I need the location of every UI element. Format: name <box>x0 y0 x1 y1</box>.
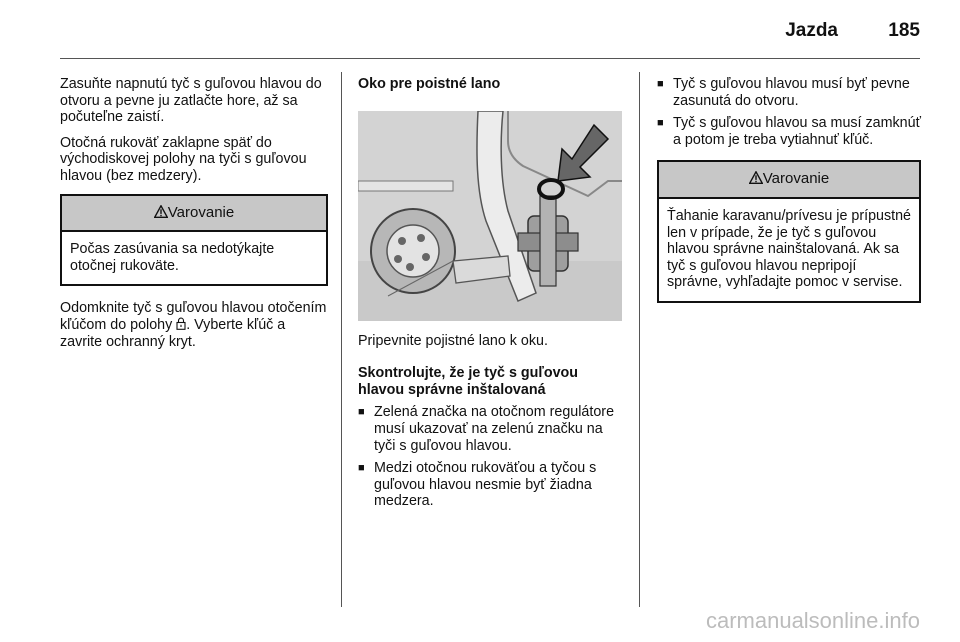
unlock-text-start: Odomknite tyč s guľovou hlavou otočením kľúčom do polohy <box>60 300 327 333</box>
paragraph-handle: Otočná rukoväť zaklapne späť do východiskovej polohy na tyči s guľovou hlavou (bez medzery). <box>60 134 307 184</box>
tow-bar-illustration <box>358 111 622 321</box>
warning-title: Varovanie <box>762 170 830 188</box>
header-divider <box>60 58 920 59</box>
warning-header <box>659 162 919 199</box>
requirement-list <box>657 76 921 148</box>
column-1 <box>60 76 328 359</box>
column-divider-1 <box>341 72 342 607</box>
warning-text: Ťahanie karavanu/prívesu je prípustné len v prípade, že je tyč s guľovou hlavou správne nainštalovaná. Ak sa tyč s guľovou hlavou nepripojí správne, vyhľadajte pomoc v servise. <box>667 207 911 291</box>
check-list <box>358 404 626 510</box>
column-divider-2 <box>639 72 640 607</box>
warning-title: Varovanie <box>167 203 235 221</box>
paragraph-insert: Zasuňte napnutú tyč s guľovou hlavou do otvoru a pevne ju zatlačte hore, až sa počuteľne zaistí. <box>60 76 322 126</box>
unlock-text-end: . Vyberte kľúč a zavrite ochranný kryt. <box>60 316 286 350</box>
warning-text: Počas zasúvania sa nedotýkajte otočnej rukoväte. <box>70 241 275 274</box>
column-3 <box>657 76 921 313</box>
list-item: ■ Tyč s guľovou hlavou sa musí zamknúť a potom je treba vytiahnuť kľúč. <box>657 115 921 148</box>
list-item: ■ Zelená značka na otočnom regulátore musí ukazovať na zelenú značku na tyči s guľovou hlavou. <box>358 404 626 454</box>
warning-box <box>60 194 328 287</box>
check-heading: Skontrolujte, že je tyč s guľovou hlavou správne inštalovaná <box>358 365 578 398</box>
safety-eye-heading: Oko pre poistné lano <box>358 76 501 92</box>
watermark: carmanualsonline.info <box>705 608 920 633</box>
paragraph-unlock <box>60 300 328 350</box>
figure-caption: Pripevnite pojistné lano k oku. <box>358 332 548 349</box>
warning-header <box>62 196 326 233</box>
warning-triangle-icon <box>154 205 168 218</box>
list-item: ■ Tyč s guľovou hlavou musí byť pevne zasunutá do otvoru. <box>657 76 921 109</box>
padlock-icon <box>176 317 186 330</box>
page-number: 185 <box>888 20 920 41</box>
list-item: ■ Medzi otočnou rukoväťou a tyčou s guľovou hlavou nesmie byť žiadna medzera. <box>358 460 626 510</box>
warning-triangle-icon <box>749 171 763 184</box>
warning-box <box>657 160 921 303</box>
section-title: Jazda <box>785 20 838 41</box>
column-2 <box>358 76 626 519</box>
